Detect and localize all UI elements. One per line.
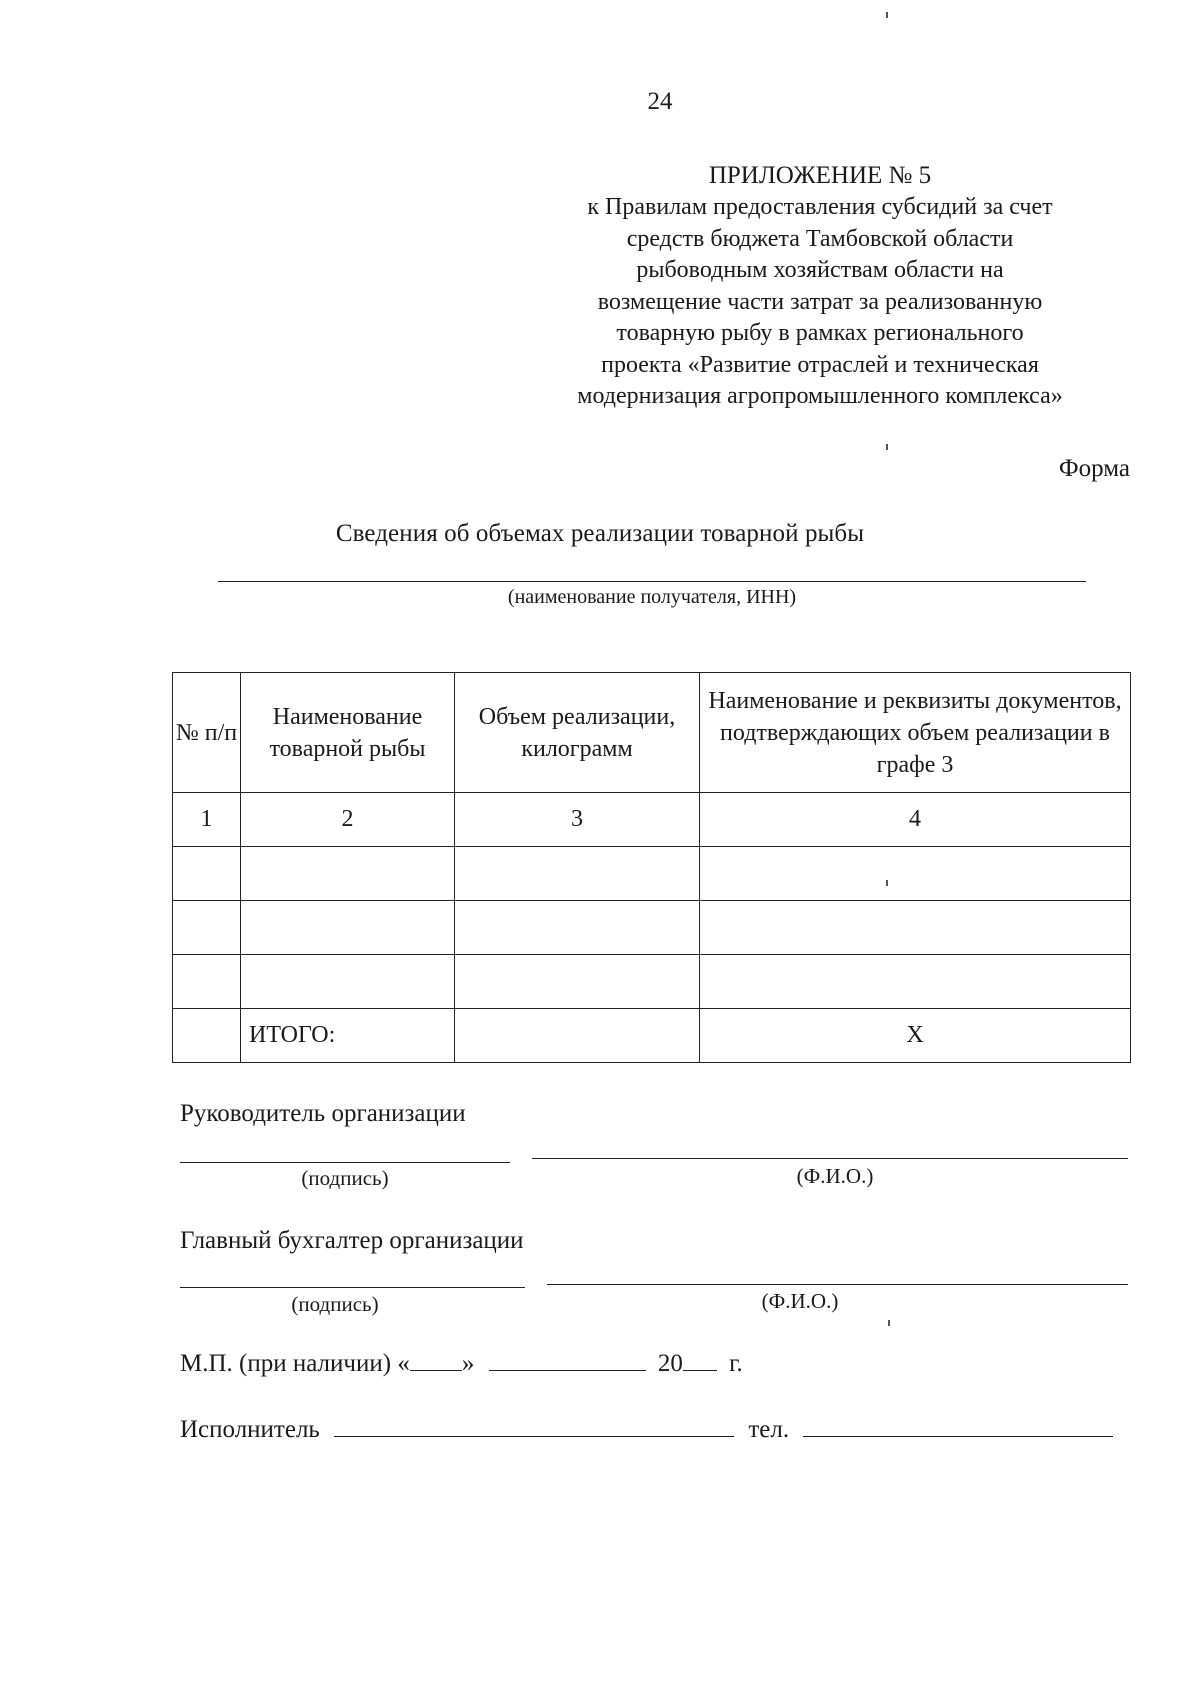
chief-accountant-label: Главный бухгалтер организации (180, 1227, 524, 1254)
column-number: 1 (173, 793, 241, 847)
table-cell[interactable] (173, 847, 241, 901)
total-label: ИТОГО: (241, 1009, 455, 1063)
table-cell[interactable] (700, 901, 1131, 955)
table-cell[interactable] (700, 847, 1131, 901)
year-prefix: 20 (657, 1350, 683, 1377)
total-row (173, 1009, 1131, 1063)
head-name-field[interactable] (532, 1158, 1128, 1159)
total-mark: Х (700, 1009, 1131, 1063)
year-field[interactable] (683, 1350, 717, 1371)
form-label: Форма (1058, 455, 1130, 482)
recipient-name-field[interactable] (218, 581, 1086, 582)
head-name-caption: (Ф.И.О.) (796, 1164, 874, 1188)
appendix-line: к Правилам предоставления субсидий за счет (587, 194, 1053, 220)
scan-mark (886, 444, 888, 450)
accountant-name-field[interactable] (547, 1284, 1128, 1285)
appendix-line: модернизация агропромышленного комплекса» (577, 383, 1063, 409)
column-number: 2 (241, 793, 455, 847)
appendix-header (520, 160, 1120, 413)
executor-label: Исполнитель (180, 1416, 320, 1443)
head-signature-field[interactable] (180, 1162, 510, 1163)
table-row (173, 955, 1131, 1009)
quote-close: » (461, 1350, 475, 1377)
table-cell[interactable] (241, 955, 455, 1009)
accountant-name-caption: (Ф.И.О.) (761, 1289, 839, 1313)
head-of-org-label: Руководитель организации (180, 1100, 466, 1127)
appendix-line: средств бюджета Тамбовской области (626, 225, 1014, 252)
table-cell[interactable] (455, 955, 700, 1009)
recipient-caption: (наименование получателя, ИНН) (507, 586, 797, 608)
table-cell (173, 1009, 241, 1063)
column-number-row (173, 793, 1131, 847)
phone-field[interactable] (803, 1416, 1113, 1437)
table-cell[interactable] (173, 955, 241, 1009)
head-signature-caption: (подпись) (301, 1166, 389, 1190)
executor-field[interactable] (334, 1416, 734, 1437)
table-cell[interactable] (241, 901, 455, 955)
scan-mark (886, 880, 888, 886)
appendix-line: возмещение части затрат за реализованную (597, 288, 1043, 315)
scan-mark (888, 1320, 890, 1326)
scan-mark (886, 12, 888, 18)
document-title: Сведения об объемах реализации товарной рыбы (335, 520, 865, 547)
table-cell[interactable] (455, 847, 700, 901)
header-number: № п/п (173, 673, 241, 793)
year-suffix: г. (729, 1350, 743, 1377)
sales-table (172, 672, 1131, 1063)
stamp-date-line (180, 1350, 743, 1378)
accountant-signature-caption: (подпись) (291, 1292, 379, 1316)
appendix-line: рыбоводным хозяйствам области на (636, 257, 1004, 283)
appendix-line: проекта «Развитие отраслей и техническая (601, 351, 1039, 378)
stamp-label: М.П. (при наличии) « (180, 1350, 410, 1377)
table-cell[interactable] (173, 901, 241, 955)
table-row (173, 901, 1131, 955)
page-number: 24 (647, 88, 673, 115)
day-field[interactable] (410, 1350, 462, 1371)
appendix-line: товарную рыбу в рамках регионального (616, 320, 1024, 346)
table-header-row (173, 673, 1131, 793)
column-number: 4 (700, 793, 1131, 847)
table-cell[interactable] (455, 901, 700, 955)
executor-line (180, 1416, 1113, 1444)
table-row (173, 847, 1131, 901)
header-fish-name: Наименование товарной рыбы (241, 673, 455, 793)
table-cell[interactable] (241, 847, 455, 901)
column-number: 3 (455, 793, 700, 847)
header-documents: Наименование и реквизиты документов, подтверждающих объем реализации в графе 3 (700, 673, 1131, 793)
month-field[interactable] (489, 1350, 646, 1371)
table-cell[interactable] (700, 955, 1131, 1009)
header-sales-volume: Объем реализации, килограмм (455, 673, 700, 793)
phone-label: тел. (748, 1416, 790, 1443)
appendix-title: ПРИЛОЖЕНИЕ № 5 (708, 162, 932, 189)
total-volume-cell[interactable] (455, 1009, 700, 1063)
accountant-signature-field[interactable] (180, 1287, 525, 1288)
